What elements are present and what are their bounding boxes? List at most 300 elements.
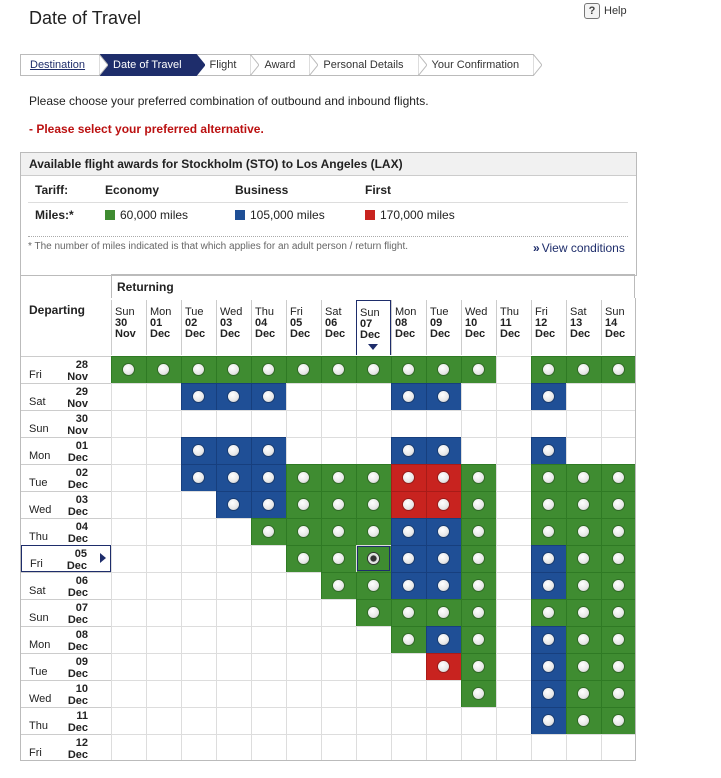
fare-cell[interactable] [566,707,601,734]
fare-cell[interactable] [601,464,636,491]
radio-button[interactable] [228,364,239,375]
empty-cell [286,383,321,410]
departure-date-02-dec[interactable] [21,464,111,491]
return-date-05-dec[interactable] [286,300,321,355]
radio-button[interactable] [368,499,379,510]
fare-cell[interactable] [461,680,496,707]
return-date-11-dec[interactable] [496,300,531,355]
empty-cell [181,410,216,437]
radio-button[interactable] [193,364,204,375]
departure-date-30-nov[interactable] [21,410,111,437]
day: 08 [75,629,88,641]
fare-cell[interactable] [566,680,601,707]
fare-cell[interactable] [601,599,636,626]
chevron-right-icon [418,54,427,76]
page-title: Date of Travel [29,8,142,28]
radio-button[interactable] [228,391,239,402]
radio-button[interactable] [403,526,414,537]
return-date-02-dec[interactable] [181,300,216,355]
fare-cell[interactable] [321,572,356,599]
departure-date-03-dec[interactable] [21,491,111,518]
radio-button[interactable] [473,661,484,672]
radio-button[interactable] [438,391,449,402]
fare-cell[interactable] [356,356,391,383]
step-your-confirmation [418,54,534,76]
departure-date-29-nov[interactable] [21,383,111,410]
radio-button[interactable] [298,526,309,537]
fare-cell[interactable] [426,491,461,518]
departure-date-12-dec[interactable] [21,734,111,761]
empty-cell [111,653,146,680]
radio-button[interactable] [613,715,624,726]
fare-cell[interactable] [356,491,391,518]
fare-cell[interactable] [426,653,461,680]
radio-button[interactable] [333,580,344,591]
weekday: Fri [29,369,42,381]
fare-cell[interactable] [531,464,566,491]
day: 13 [570,317,583,329]
fare-cell[interactable] [391,626,426,653]
fare-cell[interactable] [321,464,356,491]
radio-button[interactable] [543,391,554,402]
empty-cell [356,383,391,410]
fare-cell[interactable] [531,653,566,680]
fare-cell[interactable] [356,545,391,572]
fare-cell[interactable] [251,491,286,518]
empty-cell [181,518,216,545]
radio-button[interactable] [578,580,589,591]
fare-cell[interactable] [286,491,321,518]
fare-cell[interactable] [321,545,356,572]
fare-cell[interactable] [531,437,566,464]
radio-button[interactable] [263,364,274,375]
fare-cell[interactable] [461,518,496,545]
radio-button[interactable] [438,661,449,672]
fare-cell[interactable] [251,383,286,410]
radio-button[interactable] [403,499,414,510]
empty-cell [216,599,251,626]
first-swatch [365,210,375,220]
radio-button[interactable] [473,364,484,375]
radio-button[interactable] [578,364,589,375]
radio-button[interactable] [263,445,274,456]
month: Dec [430,328,451,340]
month: Dec [67,641,88,653]
radio-button[interactable] [438,607,449,618]
empty-cell [111,518,146,545]
return-date-03-dec[interactable] [216,300,251,355]
fare-cell[interactable] [426,437,461,464]
radio-button[interactable] [403,580,414,591]
empty-cell [321,707,356,734]
radio-button[interactable] [438,445,449,456]
fare-cell[interactable] [601,707,636,734]
departure-date-07-dec[interactable] [21,599,111,626]
day: 08 [395,317,408,329]
radio-button[interactable] [543,607,554,618]
fare-cell[interactable] [461,464,496,491]
fare-cell[interactable] [531,491,566,518]
radio-button[interactable] [613,607,624,618]
fare-cell[interactable] [391,518,426,545]
radio-button[interactable] [193,391,204,402]
fare-cell[interactable] [426,572,461,599]
fare-cell[interactable] [391,545,426,572]
month: Dec [66,560,87,572]
fare-cell[interactable] [426,545,461,572]
weekday: Fri [290,306,303,318]
empty-cell [356,734,391,761]
radio-button[interactable] [578,472,589,483]
return-date-10-dec[interactable] [461,300,496,355]
radio-button[interactable] [613,661,624,672]
fare-cell[interactable] [321,356,356,383]
return-date-09-dec[interactable] [426,300,461,355]
empty-cell [111,572,146,599]
radio-button[interactable] [368,364,379,375]
radio-button[interactable] [333,499,344,510]
fare-cell[interactable] [531,518,566,545]
empty-cell [286,626,321,653]
empty-cell [251,653,286,680]
fare-cell[interactable] [601,572,636,599]
radio-button[interactable] [438,526,449,537]
empty-cell [321,653,356,680]
fare-cell[interactable] [286,545,321,572]
fare-cell[interactable] [321,518,356,545]
radio-button[interactable] [438,364,449,375]
month: Dec [150,328,171,340]
radio-button[interactable] [438,499,449,510]
fare-cell[interactable] [391,572,426,599]
fare-cell[interactable] [356,599,391,626]
fare-cell[interactable] [566,599,601,626]
fare-cell[interactable] [391,491,426,518]
radio-button[interactable] [298,553,309,564]
departure-date-04-dec[interactable] [21,518,111,545]
radio-button[interactable] [613,634,624,645]
fare-cell[interactable] [216,383,251,410]
departure-date-11-dec[interactable] [21,707,111,734]
radio-button[interactable] [228,499,239,510]
radio-button[interactable] [298,472,309,483]
radio-button[interactable] [543,634,554,645]
radio-button[interactable] [368,472,379,483]
returning-label: Returning [111,274,635,298]
radio-button[interactable] [403,445,414,456]
radio-button[interactable] [193,445,204,456]
fare-cell[interactable] [216,437,251,464]
fare-cell[interactable] [531,707,566,734]
return-date-08-dec[interactable] [391,300,426,355]
empty-cell [251,410,286,437]
return-date-04-dec[interactable] [251,300,286,355]
radio-button[interactable] [543,580,554,591]
return-date-12-dec[interactable] [531,300,566,355]
fare-cell[interactable] [426,464,461,491]
fare-cell[interactable] [286,356,321,383]
fare-cell[interactable] [251,518,286,545]
fare-cell[interactable] [426,599,461,626]
weekday: Tue [29,666,48,678]
radio-button[interactable] [543,472,554,483]
radio-button[interactable] [578,688,589,699]
empty-cell [286,680,321,707]
day: 10 [465,317,478,329]
business-swatch [235,210,245,220]
fare-cell[interactable] [391,383,426,410]
radio-button[interactable] [403,364,414,375]
empty-cell [496,599,531,626]
empty-cell [356,626,391,653]
day: 01 [150,317,163,329]
radio-button[interactable] [403,607,414,618]
departure-date-08-dec[interactable] [21,626,111,653]
radio-button[interactable] [578,526,589,537]
radio-selected[interactable] [368,553,379,564]
return-date-30-nov[interactable] [111,300,146,355]
radio-button[interactable] [613,688,624,699]
radio-button[interactable] [438,634,449,645]
radio-button[interactable] [473,472,484,483]
radio-button[interactable] [333,526,344,537]
radio-button[interactable] [438,580,449,591]
fare-cell[interactable] [181,437,216,464]
fare-cell[interactable] [391,599,426,626]
fare-cell[interactable] [391,356,426,383]
radio-button[interactable] [543,661,554,672]
fare-cell[interactable] [426,356,461,383]
fare-cell[interactable] [601,626,636,653]
empty-cell [601,410,636,437]
fare-cell[interactable] [251,464,286,491]
radio-button[interactable] [263,499,274,510]
radio-button[interactable] [543,715,554,726]
miles-footnote: * The number of miles indicated is that which applies for an adult person / return flight. [28,241,409,252]
radio-button[interactable] [543,364,554,375]
fare-cell[interactable] [531,356,566,383]
fare-cell[interactable] [321,491,356,518]
empty-cell [601,734,636,761]
fare-cell[interactable] [531,599,566,626]
view-conditions-link[interactable]: » View conditions [533,241,625,255]
fare-cell[interactable] [356,518,391,545]
month: Dec [67,614,88,626]
fare-cell[interactable] [601,356,636,383]
empty-cell [496,680,531,707]
fare-cell[interactable] [531,680,566,707]
fare-cell[interactable] [531,383,566,410]
fare-cell[interactable] [566,653,601,680]
fare-cell[interactable] [426,383,461,410]
radio-button[interactable] [438,472,449,483]
radio-button[interactable] [368,607,379,618]
month: Dec [67,695,88,707]
fare-cell[interactable] [181,464,216,491]
departure-date-05-dec[interactable] [21,545,111,572]
fare-cell[interactable] [461,653,496,680]
day: 03 [75,494,88,506]
radio-button[interactable] [263,391,274,402]
radio-button[interactable] [473,607,484,618]
fare-cell[interactable] [146,356,181,383]
fare-cell[interactable] [601,653,636,680]
day: 11 [76,710,88,722]
month: Dec [605,328,626,340]
month: Nov [67,398,88,410]
empty-cell [146,464,181,491]
radio-button[interactable] [473,499,484,510]
radio-button[interactable] [543,688,554,699]
fare-cell[interactable] [531,545,566,572]
radio-button[interactable] [613,499,624,510]
departure-date-28-nov[interactable] [21,356,111,383]
radio-button[interactable] [333,472,344,483]
fare-cell[interactable] [356,464,391,491]
progress-steps [20,54,533,74]
fare-cell[interactable] [181,383,216,410]
fare-cell[interactable] [566,518,601,545]
radio-button[interactable] [543,499,554,510]
fare-cell[interactable] [566,626,601,653]
fare-cell[interactable] [426,518,461,545]
radio-button[interactable] [613,580,624,591]
radio-button[interactable] [368,526,379,537]
radio-button[interactable] [298,364,309,375]
fare-cell[interactable] [531,572,566,599]
return-date-06-dec[interactable] [321,300,356,355]
help-link[interactable] [584,3,627,19]
radio-button[interactable] [473,553,484,564]
fare-cell[interactable] [356,572,391,599]
empty-cell [216,545,251,572]
fare-cell[interactable] [601,491,636,518]
fare-cell[interactable] [181,356,216,383]
radio-button[interactable] [333,364,344,375]
month: Dec [67,587,88,599]
return-date-01-dec[interactable] [146,300,181,355]
radio-button[interactable] [613,364,624,375]
month: Dec [67,722,88,734]
fare-cell[interactable] [461,491,496,518]
fare-cell[interactable] [391,437,426,464]
empty-cell [426,734,461,761]
radio-button[interactable] [543,553,554,564]
radio-button[interactable] [333,553,344,564]
departure-date-01-dec[interactable] [21,437,111,464]
radio-button[interactable] [578,607,589,618]
fare-cell[interactable] [216,491,251,518]
radio-button[interactable] [578,634,589,645]
radio-button[interactable] [473,634,484,645]
fare-cell[interactable] [426,626,461,653]
fare-cell[interactable] [566,572,601,599]
radio-button[interactable] [263,526,274,537]
weekday: Sun [360,307,380,319]
radio-button[interactable] [613,553,624,564]
empty-cell [181,491,216,518]
radio-button[interactable] [228,445,239,456]
fare-cell[interactable] [601,518,636,545]
radio-button[interactable] [193,472,204,483]
radio-button[interactable] [228,472,239,483]
empty-cell [496,464,531,491]
radio-button[interactable] [158,364,169,375]
fare-cell[interactable] [601,680,636,707]
radio-button[interactable] [578,715,589,726]
step-destination[interactable] [20,54,99,76]
fare-cell[interactable] [286,518,321,545]
radio-button[interactable] [298,499,309,510]
departure-date-09-dec[interactable] [21,653,111,680]
radio-button[interactable] [578,661,589,672]
return-date-14-dec[interactable] [601,300,636,355]
fare-cell[interactable] [461,599,496,626]
chevron-right-icon [99,54,108,76]
departure-date-06-dec[interactable] [21,572,111,599]
radio-button[interactable] [613,472,624,483]
radio-button[interactable] [613,526,624,537]
fare-cell[interactable] [566,464,601,491]
radio-button[interactable] [473,526,484,537]
radio-button[interactable] [403,634,414,645]
radio-button[interactable] [473,580,484,591]
fare-cell[interactable] [391,464,426,491]
radio-button[interactable] [543,526,554,537]
fare-cell[interactable] [251,437,286,464]
radio-button[interactable] [543,445,554,456]
radio-button[interactable] [123,364,134,375]
fare-cell[interactable] [286,464,321,491]
radio-button[interactable] [473,688,484,699]
empty-cell [111,626,146,653]
radio-button[interactable] [438,553,449,564]
fare-cell[interactable] [601,545,636,572]
month: Dec [67,479,88,491]
fare-cell[interactable] [216,464,251,491]
fare-cell[interactable] [566,356,601,383]
fare-cell[interactable] [216,356,251,383]
radio-button[interactable] [578,499,589,510]
return-date-13-dec[interactable] [566,300,601,355]
fare-cell[interactable] [111,356,146,383]
fare-cell[interactable] [531,626,566,653]
radio-button[interactable] [403,391,414,402]
departure-date-10-dec[interactable] [21,680,111,707]
fare-cell[interactable] [251,356,286,383]
fare-cell[interactable] [461,572,496,599]
empty-cell [111,734,146,761]
weekday: Fri [30,558,43,570]
radio-button[interactable] [368,580,379,591]
empty-cell [111,491,146,518]
radio-button[interactable] [263,472,274,483]
radio-button[interactable] [578,553,589,564]
grid-border [635,298,636,761]
fare-cell[interactable] [461,545,496,572]
step-label: Destination [30,59,86,71]
fare-cell[interactable] [566,491,601,518]
fare-cell[interactable] [461,626,496,653]
divider [28,202,628,203]
radio-button[interactable] [403,472,414,483]
weekday: Wed [29,504,52,516]
fare-cell[interactable] [566,545,601,572]
empty-cell [391,680,426,707]
empty-cell [601,437,636,464]
radio-button[interactable] [403,553,414,564]
fare-cell[interactable] [461,356,496,383]
